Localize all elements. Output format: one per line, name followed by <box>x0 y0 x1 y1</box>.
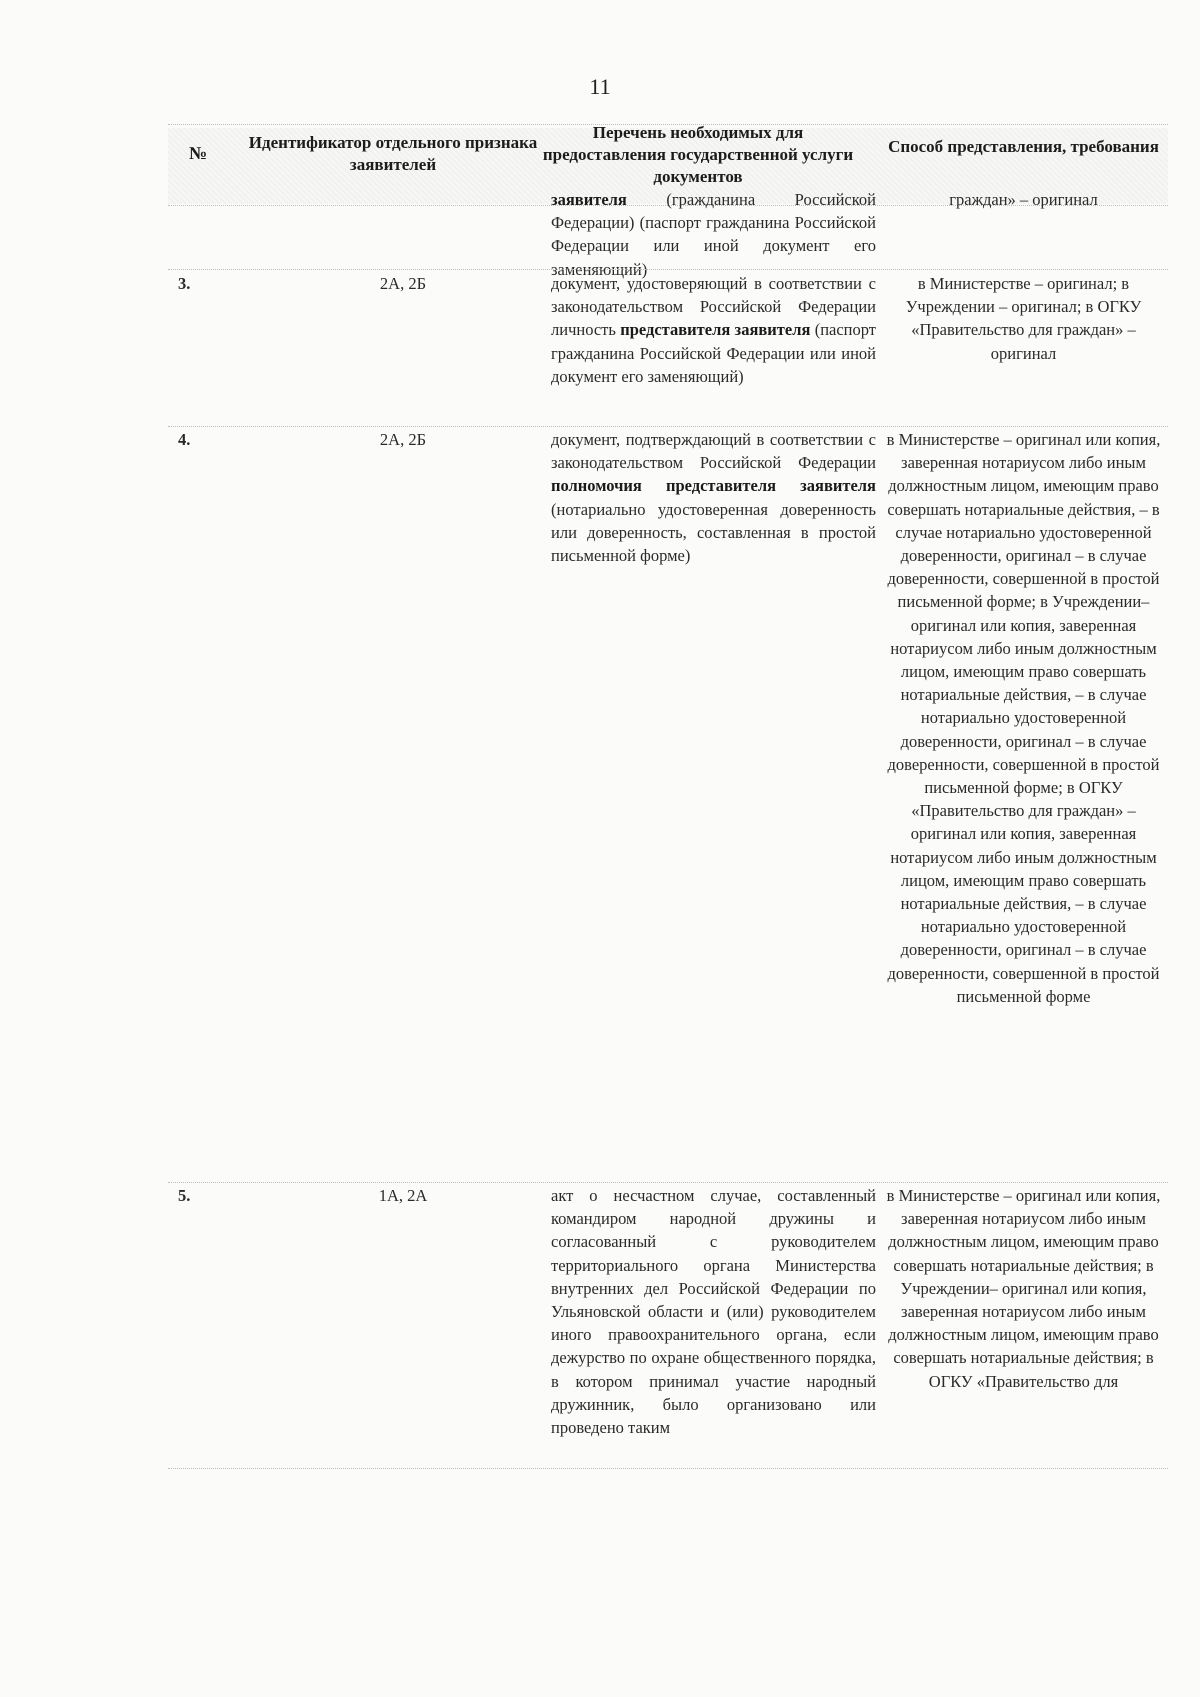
document-bold-text: заявителя <box>551 190 627 209</box>
page-number: 11 <box>589 74 611 99</box>
row-3-document <box>551 272 876 388</box>
table-row-continued-document <box>551 188 876 281</box>
row-divider <box>168 269 1168 270</box>
document-text: (нотариально удостоверенная доверенность или доверенность, составленная в простой письменной форме) <box>551 499 876 566</box>
row-5-number: 5. <box>178 1186 191 1205</box>
row-5-method: в Министерстве – оригинал или копия, заверенная нотариусом либо иным должностным лицом, имеющим право совершать нотариальные действия; в Учреждении– оригинал или копия, заверенная нотариусом либо иным должностным лицом, имеющим право совершать нотариальные действия; в ОГКУ «Правительство для <box>886 1186 1161 1391</box>
document-text: документ, подтверждающий в соответствии с законодательством Российской Федерации <box>551 430 876 473</box>
header-documents: Перечень необходимых для предоставления государственной услуги документов <box>542 123 854 186</box>
row-5-identifier: 1А, 2А <box>378 1186 428 1205</box>
row-4-document <box>551 428 876 567</box>
table-row-continued-method: граждан» – оригинал <box>949 190 1098 209</box>
row-4-method: в Министерстве – оригинал или копия, заверенная нотариусом либо иным должностным лицом, имеющим право совершать нотариальные действия, – в случае нотариально удостоверенной доверенности, оригинал – в случае доверенности, совершенной в простой письменной форме; в Учреждении– оригинал или копия, заверенная нотариусом либо иным должностным лицом, имеющим право совершать нотариальные действия, – в случае нотариально удостоверенной доверенности, оригинал – в случае доверенности, совершенной в простой письменной форме; в ОГКУ «Правительство для граждан» – оригинал или копия, заверенная нотариусом либо иным должностным лицом, имеющим право совершать нотариальные действия, – в случае нотариально удостоверенной доверенности, оригинал – в случае доверенности, совершенной в простой письменной форме <box>886 430 1161 1006</box>
document-bold-text: представителя заявителя <box>620 320 811 340</box>
row-3-identifier: 2А, 2Б <box>379 274 427 293</box>
row-4-identifier: 2А, 2Б <box>379 430 427 449</box>
document-text: (паспорт гражданина Российской Федерации или иной документ его заменяющий) <box>551 320 876 386</box>
header-number: № <box>188 143 208 163</box>
document-bold-text: полномочия представителя заявителя <box>551 476 876 496</box>
header-identifier: Идентификатор отдельного признака заявителей <box>248 133 538 174</box>
document-text: (гражданина Российской Федерации) (паспорт гражданина Российской Федерации или иной документ его заменяющий) <box>551 190 876 279</box>
row-4-number: 4. <box>178 430 191 449</box>
document-text: документ, удостоверяющий в соответствии с законодательством Российской Федерации личность <box>551 274 876 340</box>
row-divider <box>168 426 1168 427</box>
row-divider <box>168 1182 1168 1183</box>
row-3-number: 3. <box>178 274 191 293</box>
header-method: Способ представления, требования <box>888 137 1159 156</box>
row-3-method: в Министерстве – оригинал; в Учреждении – оригинал; в ОГКУ «Правительство для граждан» – оригинал <box>905 274 1142 363</box>
row-5-document: акт о несчастном случае, составленный командиром народной дружины и согласованный с руководителем территориального органа Министерства внутренних дел Российской Федерации по Ульяновской области и (или) руководителем иного правоохранительного органа, если дежурство по охране общественного порядка, в котором принимал участие народный дружинник, было организовано или проведено таким <box>551 1186 876 1438</box>
table-bottom-border <box>168 1468 1168 1469</box>
